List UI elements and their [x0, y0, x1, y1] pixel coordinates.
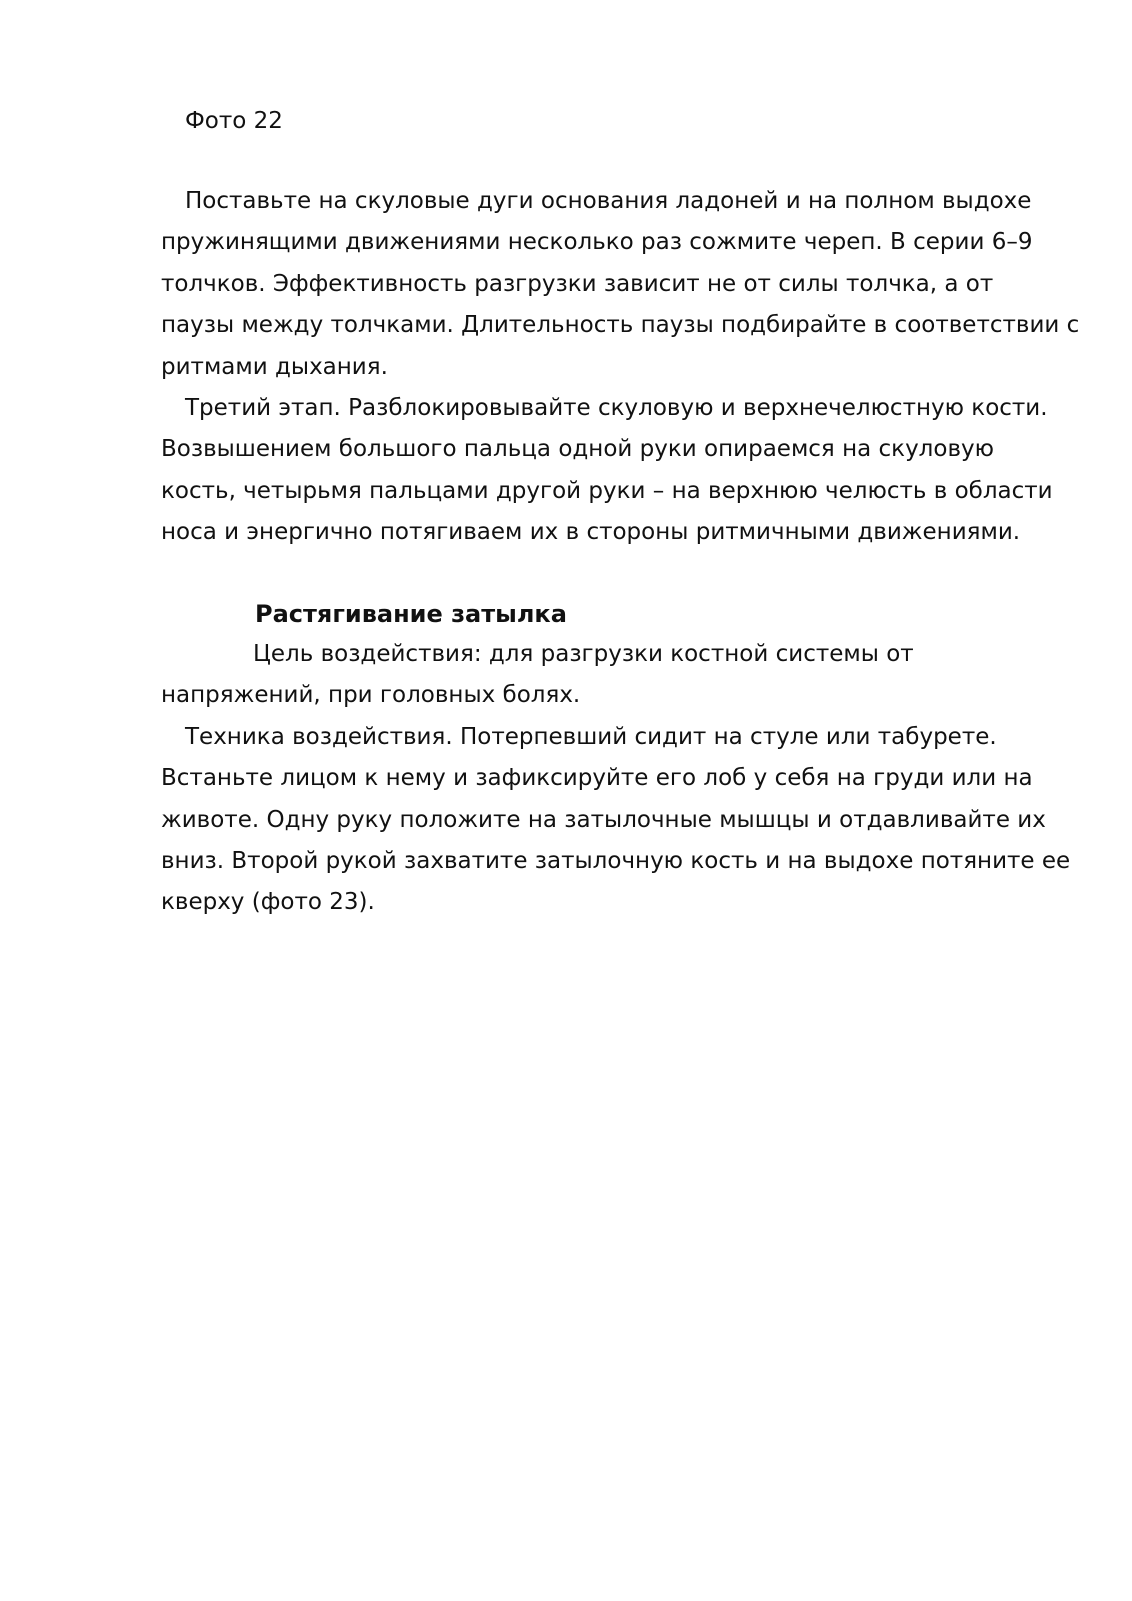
text-line: толчков. Эффективность разгрузки зависит не от силы толчка, а от: [161, 270, 994, 297]
text-line: напряжений, при головных болях.: [161, 682, 581, 709]
text-line: Возвышением большого пальца одной руки опираемся на скуловую: [161, 436, 994, 463]
text-line: пружинящими движениями несколько раз сожмите череп. В серии 6–9: [161, 229, 1033, 256]
text-line: ритмами дыхания.: [161, 353, 388, 380]
text-line: Третий этап. Разблокировывайте скуловую и верхнечелюстную кости.: [185, 394, 1048, 421]
text-line: вниз. Второй рукой захватите затылочную кость и на выдохе потяните ее: [161, 847, 1071, 874]
photo-caption: Фото 22: [185, 108, 283, 134]
section-heading: Растягивание затылка: [255, 600, 567, 628]
text-line: кость, четырьмя пальцами другой руки – на верхнюю челюсть в области: [161, 477, 1053, 504]
text-line: носа и энергично потягиваем их в стороны ритмичными движениями.: [161, 519, 1021, 546]
text-line: животе. Одну руку положите на затылочные мышцы и отдавливайте их: [161, 806, 1046, 833]
text-line: кверху (фото 23).: [161, 889, 375, 916]
text-line: Цель воздействия: для разгрузки костной системы от: [253, 641, 914, 667]
section-1-text: [161, 181, 1080, 554]
text-line: Поставьте на скуловые дуги основания ладоней и на полном выдохе: [185, 188, 1032, 214]
text-line: паузы между толчками. Длительность паузы подбирайте в соответствии с: [161, 312, 1080, 339]
text-line: Техника воздействия. Потерпевший сидит на стуле или табурете.: [185, 723, 997, 750]
section-2-text: [161, 634, 1071, 924]
text-line: Встаньте лицом к нему и зафиксируйте его лоб у себя на груди или на: [161, 765, 1033, 792]
